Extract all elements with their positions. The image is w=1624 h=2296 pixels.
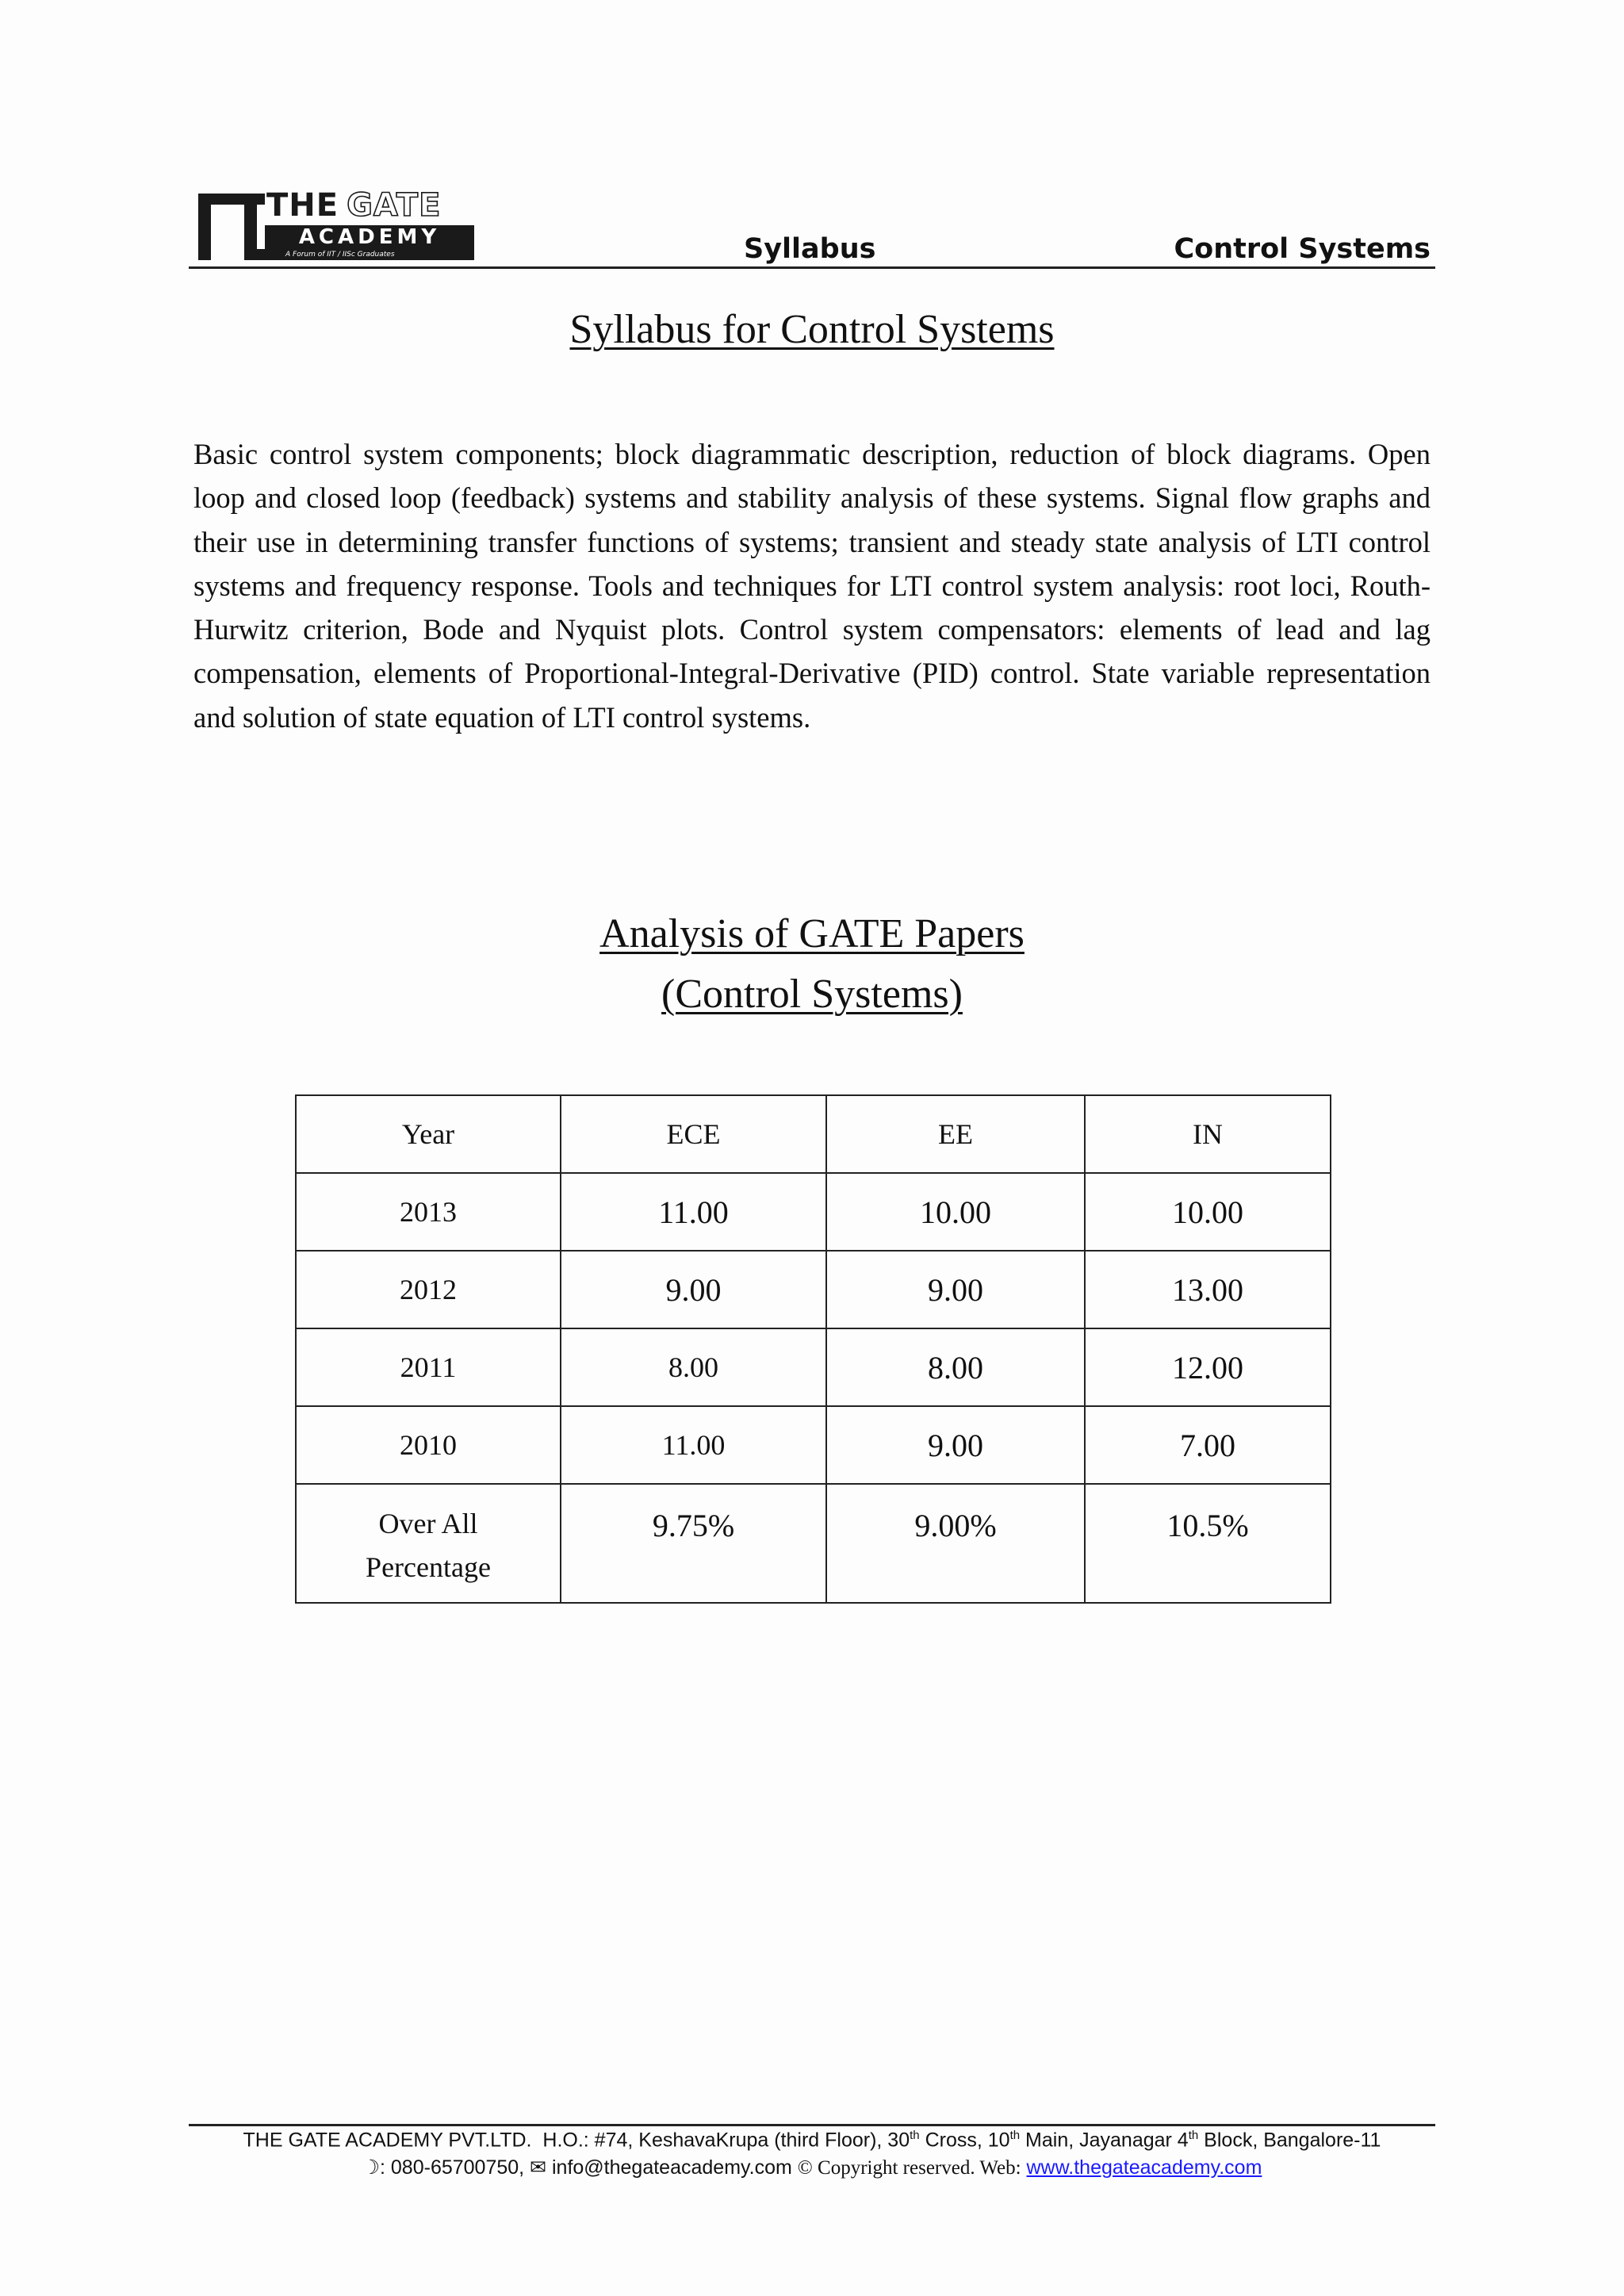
- table-cell-year: 2012: [296, 1251, 561, 1328]
- table-header-row: [296, 1095, 1331, 1173]
- footer-phone: : 080-65700750,: [380, 2156, 525, 2179]
- table-cell-year: 2010: [296, 1406, 561, 1484]
- table-cell: 10.5%: [1085, 1484, 1331, 1603]
- table-cell-year: 2013: [296, 1173, 561, 1251]
- table-cell: 9.00: [826, 1406, 1085, 1484]
- header-section-label: Syllabus: [744, 233, 876, 265]
- logo-wordmark: THE GATE: [266, 187, 442, 224]
- table-cell: 9.75%: [561, 1484, 826, 1603]
- table-row: [296, 1173, 1331, 1251]
- gate-academy-logo: [198, 187, 474, 263]
- table-header-cell: IN: [1085, 1095, 1331, 1173]
- table-header-cell: Year: [296, 1095, 561, 1173]
- table-cell: 8.00: [561, 1328, 826, 1406]
- analysis-table: [295, 1094, 1331, 1604]
- analysis-title: Analysis of GATE Papers: [599, 911, 1025, 956]
- syllabus-title: Syllabus for Control Systems: [569, 307, 1055, 352]
- table-cell: 11.00: [561, 1173, 826, 1251]
- footer-contact: [0, 2156, 1624, 2179]
- table-row: [296, 1251, 1331, 1328]
- footer-email[interactable]: info@thegateacademy.com: [551, 2156, 792, 2179]
- table-cell: 7.00: [1085, 1406, 1331, 1484]
- footer-copyright: © Copyright reserved. Web:: [797, 2157, 1021, 2179]
- footer-rule: [189, 2124, 1435, 2126]
- table-cell: 8.00: [826, 1328, 1085, 1406]
- table-cell: 13.00: [1085, 1251, 1331, 1328]
- table-cell: 9.00: [826, 1251, 1085, 1328]
- table-row: [296, 1406, 1331, 1484]
- logo-academy-band: ACADEMY: [265, 225, 474, 249]
- logo-tagline: A Forum of IIT / IISc Graduates: [285, 251, 395, 259]
- table-cell: 11.00: [561, 1406, 826, 1484]
- table-row-overall: [296, 1484, 1331, 1603]
- footer-website-link[interactable]: www.thegateacademy.com: [1026, 2156, 1262, 2179]
- analysis-subtitle: (Control Systems): [661, 972, 963, 1017]
- table-cell: 10.00: [1085, 1173, 1331, 1251]
- table-cell-overall-label: Over All Percentage: [296, 1484, 561, 1603]
- table-row: [296, 1328, 1331, 1406]
- mail-icon: ✉: [530, 2156, 547, 2179]
- table-cell: 9.00: [561, 1251, 826, 1328]
- footer-address: THE GATE ACADEMY PVT.LTD. H.O.: #74, KeshavaKrupa (third Floor), 30th Cross, 10th Main, Jayanagar 4th Block, Bangalore-11: [243, 2129, 1381, 2152]
- page-header: [189, 187, 1435, 269]
- header-subject-label: Control Systems: [1174, 233, 1431, 265]
- table-cell-year: 2011: [296, 1328, 561, 1406]
- table-cell: 9.00%: [826, 1484, 1085, 1603]
- phone-icon: ☽: [362, 2156, 381, 2179]
- table-cell: 12.00: [1085, 1328, 1331, 1406]
- table-header-cell: ECE: [561, 1095, 826, 1173]
- table-header-cell: EE: [826, 1095, 1085, 1173]
- logo-bracket-mark: [198, 194, 265, 260]
- syllabus-paragraph: Basic control system components; block diagrammatic description, reduction of block diagrams. Open loop and closed loop (feedback) systems and stability analysis of these systems. Signal flow graphs and their use in determining transfer functions of systems; transient and steady state analysis of LTI control systems and frequency response. Tools and techniques for LTI control system analysis: root loci, Routh-Hurwitz criterion, Bode and Nyquist plots. Control system compensators: elements of lead and lag compensation, elements of Proportional-Integral-Derivative (PID) control. State variable representation and solution of state equation of LTI control systems.: [193, 438, 1431, 734]
- table-cell: 10.00: [826, 1173, 1085, 1251]
